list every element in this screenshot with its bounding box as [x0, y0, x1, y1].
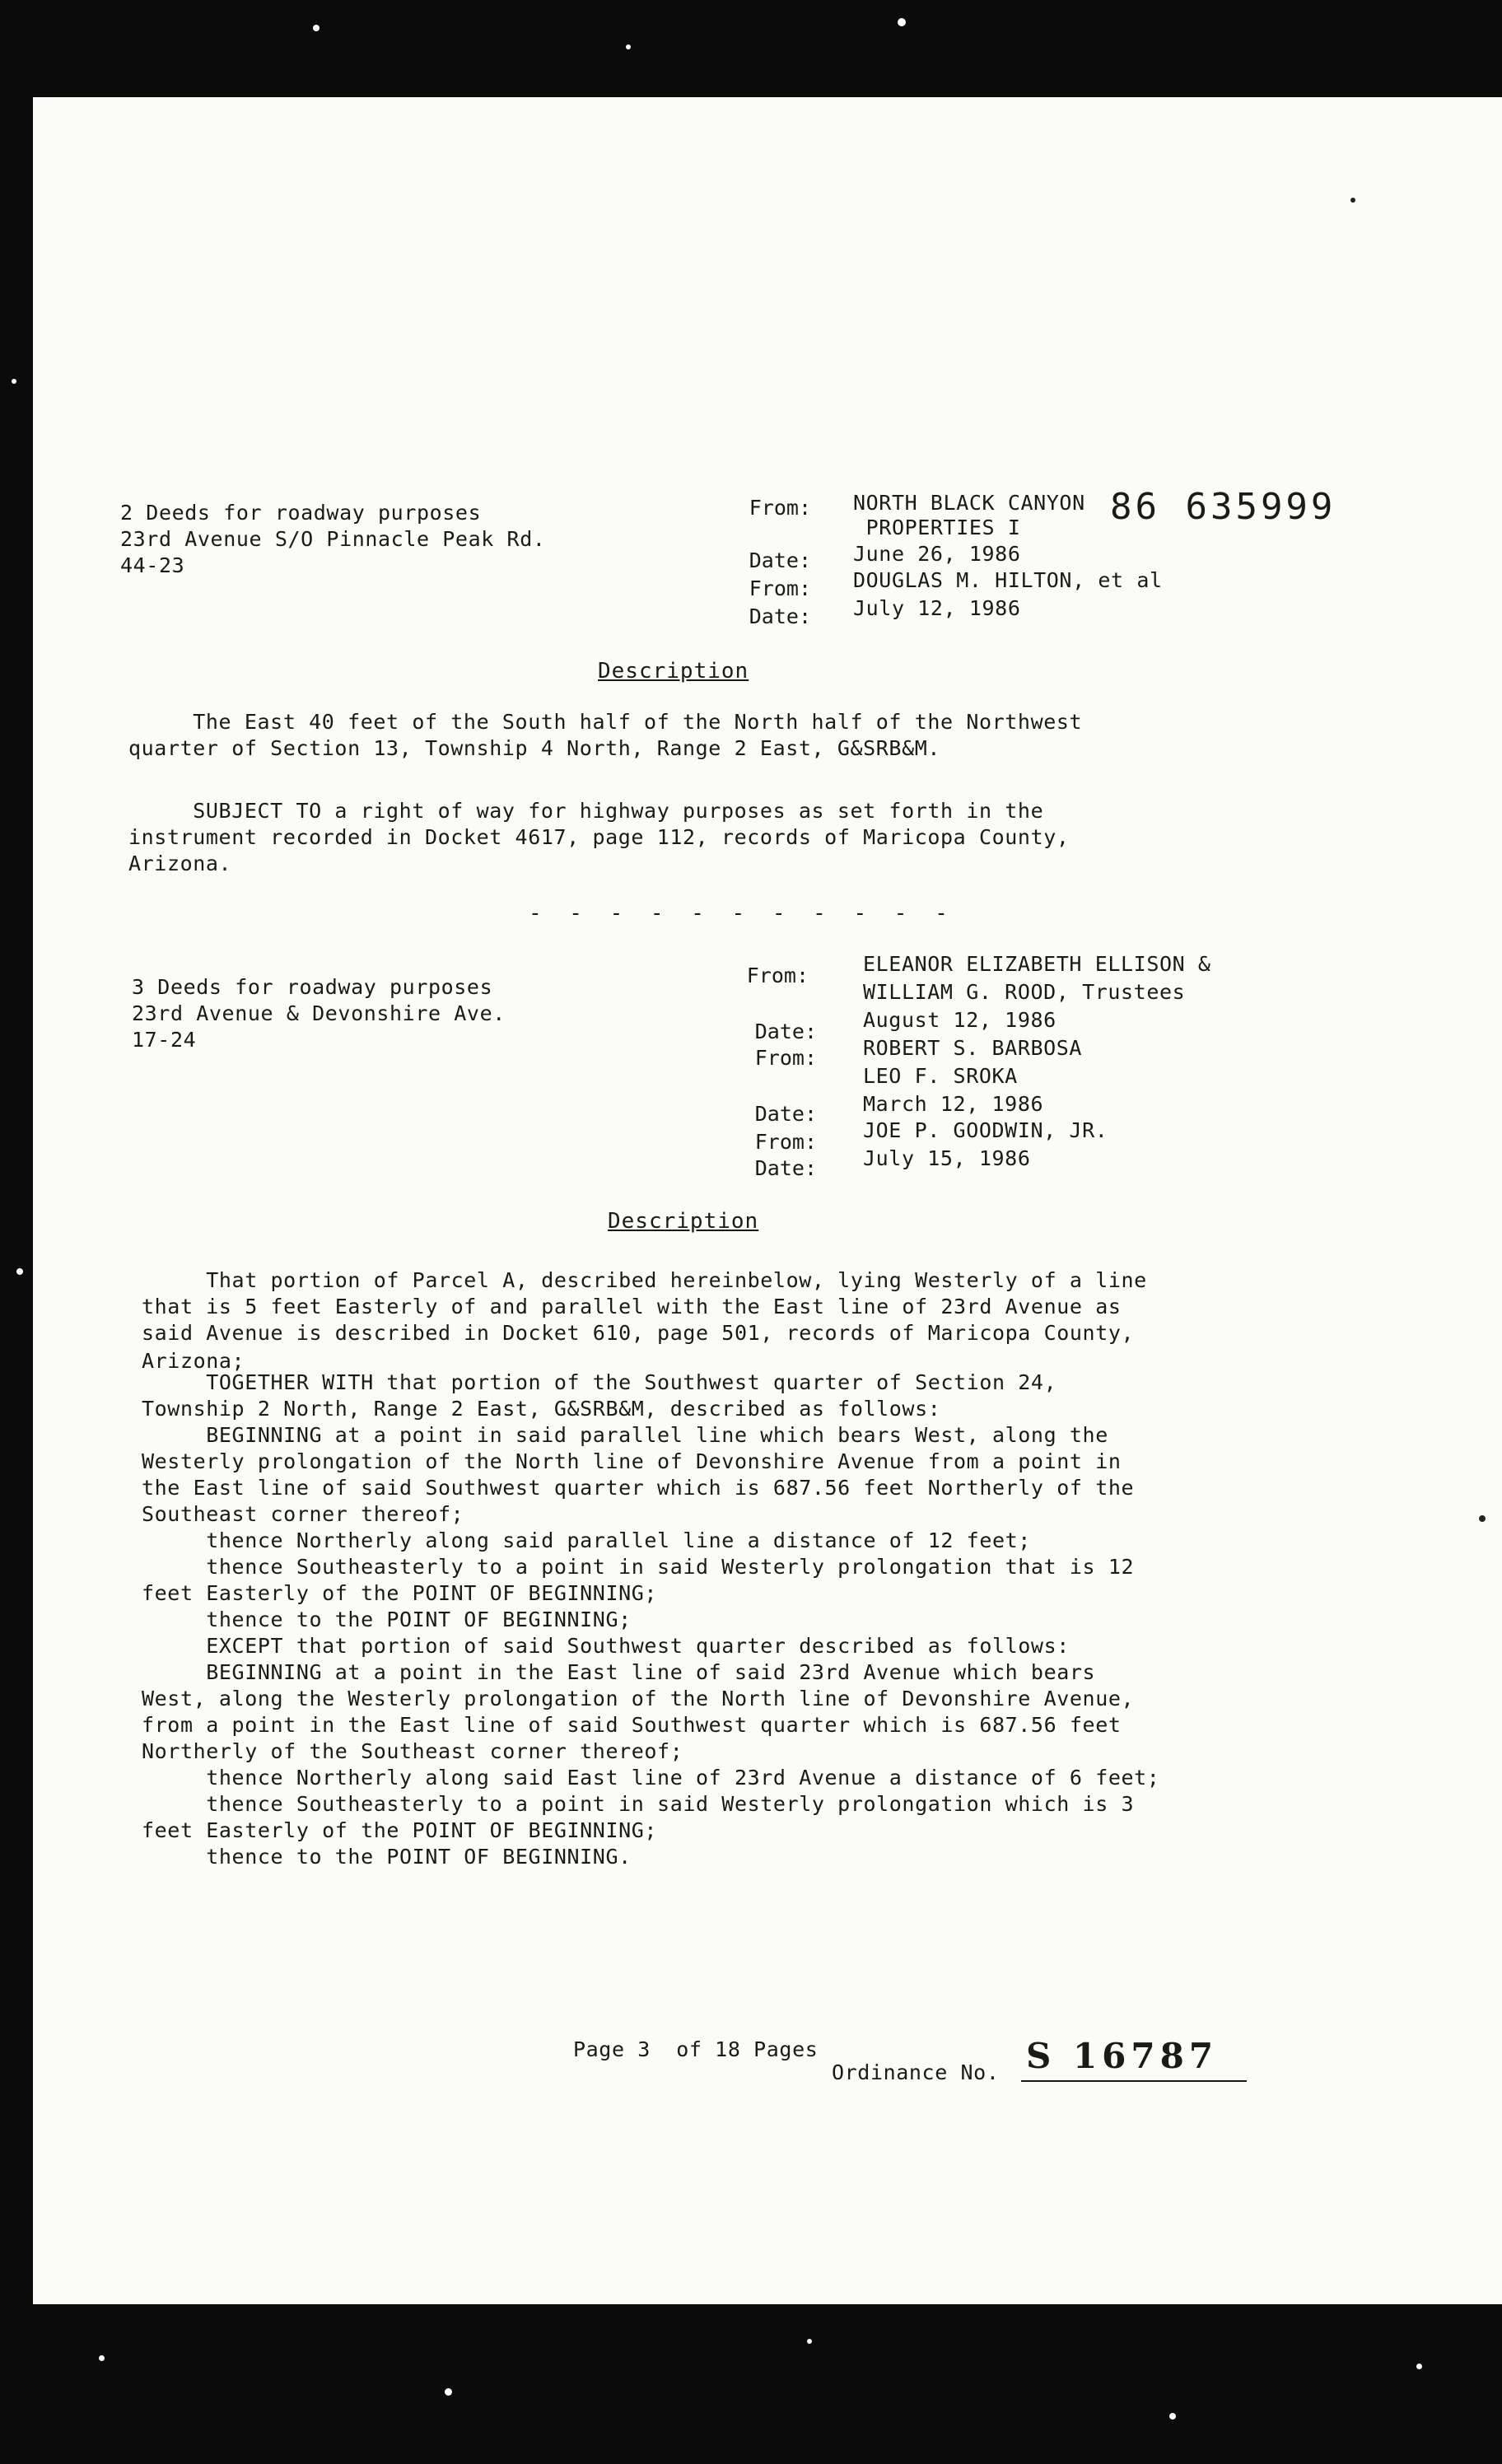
block2-left-line: 23rd Avenue & Devonshire Ave.	[132, 1001, 506, 1025]
paragraph-line: Arizona.	[128, 852, 232, 875]
entry-value: ELEANOR ELIZABETH ELLISON &	[863, 952, 1211, 976]
scan-speck	[12, 379, 16, 384]
section-separator: - - - - - - - - - - -	[529, 901, 955, 926]
scan-speck	[626, 44, 631, 49]
description-heading: Description	[598, 659, 749, 684]
scan-speck	[1416, 2364, 1422, 2369]
entry-value: July 12, 1986	[853, 596, 1021, 620]
paragraph-line: The East 40 feet of the South half of the North half of the Northwest	[128, 710, 1083, 734]
block2-left-line: 3 Deeds for roadway purposes	[132, 975, 493, 999]
scan-speck	[445, 2388, 452, 2396]
body-line: feet Easterly of the POINT OF BEGINNING;	[142, 1581, 658, 1605]
body-line: thence Southeasterly to a point in said Westerly prolongation which is 3	[142, 1792, 1135, 1816]
entry-label: From:	[754, 1046, 817, 1070]
entry-value: WILLIAM G. ROOD, Trustees	[863, 980, 1186, 1004]
ordinance-label: Ordinance No.	[832, 2060, 1000, 2084]
body-line: Northerly of the Southeast corner thereof;	[142, 1739, 683, 1763]
scan-speck	[1169, 2413, 1176, 2420]
entry-value: NORTH BLACK CANYON	[853, 491, 1085, 515]
entry-label: From:	[749, 576, 811, 600]
body-line: BEGINNING at a point in said parallel line which bears West, along the	[142, 1423, 1108, 1447]
body-line: That portion of Parcel A, described hereinbelow, lying Westerly of a line	[142, 1268, 1147, 1292]
body-line: the East line of said Southwest quarter which is 687.56 feet Northerly of the	[142, 1476, 1135, 1500]
scan-speck	[1479, 1515, 1486, 1522]
page-number-label: Page 3 of 18 Pages	[573, 2037, 819, 2061]
block1-left-line: 44-23	[120, 553, 185, 577]
body-line: said Avenue is described in Docket 610, page 501, records of Maricopa County,	[142, 1321, 1135, 1345]
entry-value: ROBERT S. BARBOSA	[863, 1036, 1083, 1060]
ordinance-number: S 16787	[1026, 2036, 1219, 2076]
body-line: from a point in the East line of said Southwest quarter which is 687.56 feet	[142, 1713, 1122, 1737]
entry-value: PROPERTIES I	[853, 516, 1021, 539]
body-line: TOGETHER WITH that portion of the Southwest quarter of Section 24,	[142, 1370, 1057, 1394]
entry-value: DOUGLAS M. HILTON, et al	[853, 568, 1163, 592]
body-line: Township 2 North, Range 2 East, G&SRB&M, described as follows:	[142, 1397, 941, 1421]
entry-value: JOE P. GOODWIN, JR.	[863, 1118, 1108, 1142]
paragraph-line: quarter of Section 13, Township 4 North, Range 2 East, G&SRB&M.	[128, 736, 941, 760]
body-line: Arizona;	[142, 1349, 245, 1373]
body-line: feet Easterly of the POINT OF BEGINNING;	[142, 1818, 658, 1842]
document-page	[33, 97, 1502, 2304]
block2-left-line: 17-24	[132, 1028, 197, 1052]
ordinance-underline	[1021, 2080, 1247, 2082]
recording-number: 86 635999	[1110, 486, 1336, 528]
entry-label: Date:	[754, 1020, 817, 1043]
entry-label: From:	[749, 496, 811, 520]
scan-speck	[807, 2339, 812, 2344]
entry-label: Date:	[754, 1156, 817, 1180]
paragraph-line: instrument recorded in Docket 4617, page 112, records of Maricopa County,	[128, 825, 1070, 849]
scan-speck	[1350, 198, 1355, 203]
scan-speck	[898, 18, 906, 26]
scan-speck	[16, 1268, 23, 1275]
scan-speck	[313, 25, 320, 31]
scan-speck	[99, 2355, 105, 2361]
body-line: that is 5 feet Easterly of and parallel with the East line of 23rd Avenue as	[142, 1295, 1122, 1318]
body-line: thence Northerly along said East line of 23rd Avenue a distance of 6 feet;	[142, 1766, 1160, 1790]
paragraph-line: SUBJECT TO a right of way for highway purposes as set forth in the	[128, 799, 1044, 823]
entry-value: March 12, 1986	[863, 1092, 1044, 1116]
description-heading: Description	[608, 1209, 759, 1234]
body-line: thence to the POINT OF BEGINNING.	[142, 1845, 632, 1869]
body-line: thence to the POINT OF BEGINNING;	[142, 1608, 632, 1631]
body-line: Southeast corner thereof;	[142, 1502, 464, 1526]
entry-label: Date:	[749, 548, 811, 572]
entry-value: June 26, 1986	[853, 542, 1021, 566]
body-line: West, along the Westerly prolongation of the North line of Devonshire Avenue,	[142, 1687, 1135, 1710]
block1-left-line: 23rd Avenue S/O Pinnacle Peak Rd.	[120, 527, 546, 551]
entry-value: July 15, 1986	[863, 1146, 1031, 1170]
entry-value: August 12, 1986	[863, 1008, 1057, 1032]
entry-label: Date:	[754, 1102, 817, 1126]
block1-left-line: 2 Deeds for roadway purposes	[120, 501, 482, 525]
entry-label: From:	[746, 964, 809, 987]
body-line: thence Northerly along said parallel line a distance of 12 feet;	[142, 1528, 1031, 1552]
entry-label: From:	[754, 1130, 817, 1154]
body-line: EXCEPT that portion of said Southwest quarter described as follows:	[142, 1634, 1070, 1658]
entry-label: Date:	[749, 604, 811, 628]
body-line: Westerly prolongation of the North line of Devonshire Avenue from a point in	[142, 1449, 1122, 1473]
body-line: BEGINNING at a point in the East line of said 23rd Avenue which bears	[142, 1660, 1096, 1684]
entry-value: LEO F. SROKA	[863, 1064, 1018, 1088]
body-line: thence Southeasterly to a point in said Westerly prolongation that is 12	[142, 1555, 1135, 1579]
